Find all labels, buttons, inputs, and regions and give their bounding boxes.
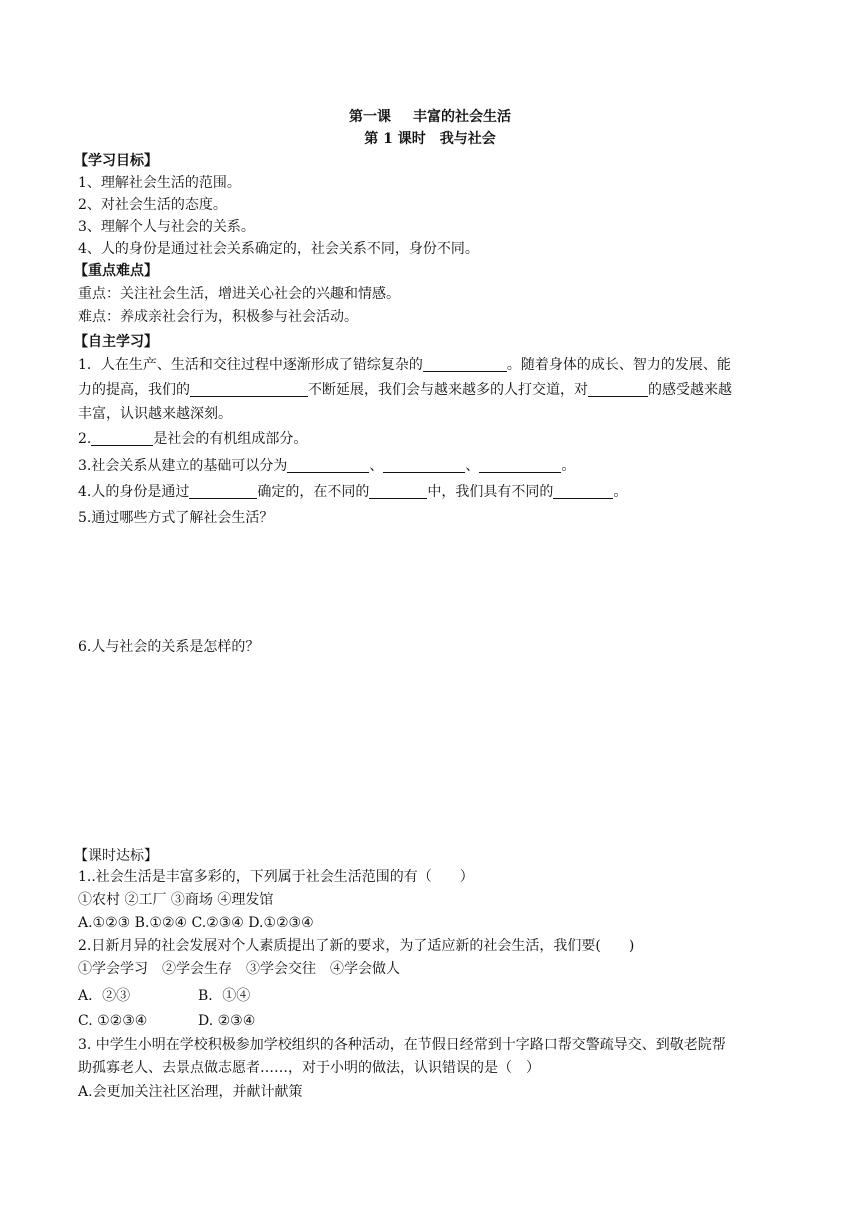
answer-blank[interactable] [369,483,427,499]
answer-blank[interactable] [588,381,648,397]
goals-header: 【学习目标】 [74,153,158,169]
self-study-q5: 5.通过哪些方式了解社会生活？ [78,510,274,526]
self-study-q4: 4.人的身份是通过 确定的，在不同的 中，我们具有不同的 。 [78,484,628,500]
answer-blank[interactable] [287,457,369,473]
answer-blank[interactable] [383,457,465,473]
self-study-q3: 3.社会关系从建立的基础可以分为 、 、 。 [78,458,576,474]
practice-q2-items: ①学会学习 ②学会生存 ③学会交往 ④学会做人 [78,961,400,977]
practice-q3-line1: 3. 中学生小明在学校积极参加学校组织的各种活动，在节假日经常到十字路口帮交警疏导交、到敬老院帮 [78,1037,726,1053]
practice-q3-option-a: A.会更加关注社区治理，并献计献策 [78,1084,303,1100]
goal-item: 2、对社会生活的态度。 [78,197,227,213]
practice-q1-options: A.①②③ B.①②④ C.②③④ D.①②③④ [78,915,314,931]
practice-q2-stem: 2.日新月异的社会发展对个人素质提出了新的要求，为了适应新的社会生活，我们要( ) [78,938,635,954]
answer-blank[interactable] [553,483,613,499]
practice-q2-options-ab: A．②③ B．①④ [78,988,251,1004]
answer-blank[interactable] [190,381,308,397]
keypoint-item: 难点：养成亲社会行为，积极参与社会活动。 [78,309,358,325]
answer-blank[interactable] [189,483,257,499]
answer-blank[interactable] [423,356,507,372]
goal-item: 4、人的身份是通过社会关系确定的，社会关系不同，身份不同。 [78,241,479,257]
keypoints-header: 【重点难点】 [74,263,158,279]
answer-blank[interactable] [479,457,561,473]
self-study-q1-line1: 1．人在生产、生活和交往过程中逐渐形成了错综复杂的 。随着身体的成长、智力的发展、能 [78,357,731,373]
self-study-header: 【自主学习】 [74,334,158,350]
practice-q1-items: ①农村 ②工厂 ③商场 ④理发馆 [78,892,274,908]
self-study-q1-line3: 丰富，认识越来越深刻。 [78,406,232,422]
practice-q2-options-cd: C. ①②③④ D. ②③④ [78,1013,256,1029]
practice-q3-line2: 助孤寡老人、去景点做志愿者……，对于小明的做法，认识错误的是（ ） [78,1060,540,1076]
self-study-q2: 2. 是社会的有机组成部分。 [78,431,308,447]
practice-q1-stem: 1..社会生活是丰富多彩的，下列属于社会生活范围的有（ ） [78,869,474,885]
answer-blank[interactable] [91,430,153,446]
self-study-q6: 6.人与社会的关系是怎样的？ [78,639,260,655]
goal-item: 1、理解社会生活的范围。 [78,175,241,191]
page-subtitle: 第 1 课时 我与社会 [364,131,496,147]
page-title: 第一课 丰富的社会生活 [349,109,511,125]
practice-header: 【课时达标】 [74,848,158,864]
goal-item: 3、理解个人与社会的关系。 [78,219,255,235]
keypoint-item: 重点：关注社会生活，增进关心社会的兴趣和情感。 [78,286,400,302]
self-study-q1-line2: 力的提高，我们的 不断延展，我们会与越来越多的人打交道，对 的感受越来越 [78,382,732,398]
